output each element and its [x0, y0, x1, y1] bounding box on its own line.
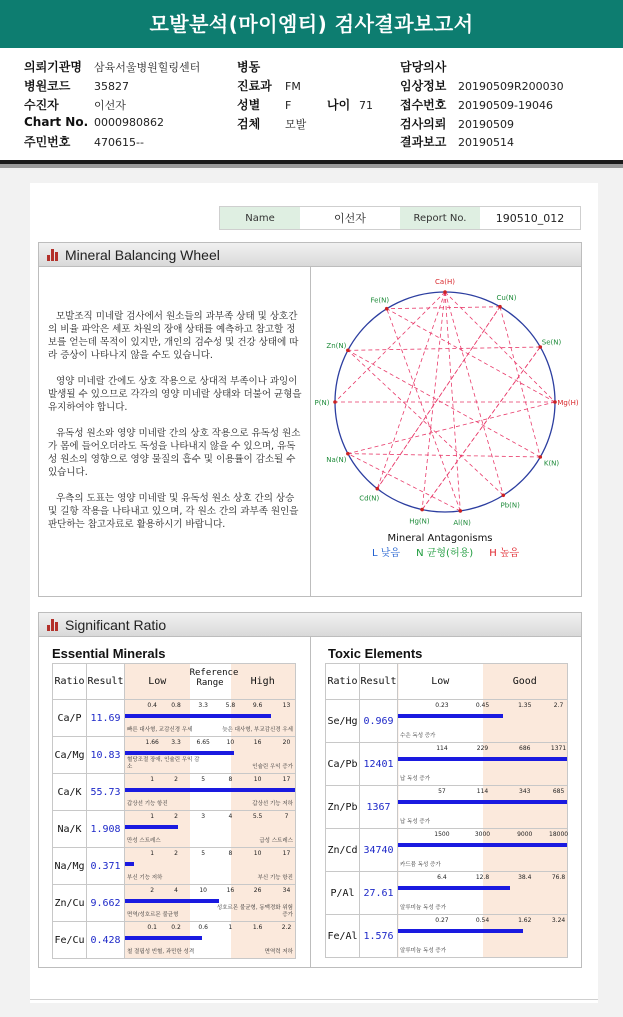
- tick-label: 0.2: [171, 924, 181, 931]
- gauge-ticks: [398, 702, 567, 711]
- ratio-result: 12401: [360, 743, 398, 786]
- gauge-ticks: [398, 745, 567, 754]
- note-low: 철 결핍성 빈혈, 과민한 성격: [127, 949, 195, 955]
- info-age-label: 나이: [327, 98, 351, 112]
- tick-label: 57: [438, 788, 446, 795]
- range-header: [125, 664, 296, 700]
- table-header-row: [326, 664, 568, 700]
- gauge-ticks: [125, 924, 295, 933]
- info-left-1: [24, 77, 129, 94]
- ratio-name: Fe/Al: [326, 915, 360, 958]
- result-bar: [125, 862, 134, 866]
- ratio-gauge: [125, 774, 296, 811]
- antagonism-line: [387, 309, 461, 511]
- ratio-result: 1.908: [87, 811, 125, 848]
- legend-item: L 낮음: [372, 548, 401, 559]
- tick-label: 16: [226, 887, 235, 894]
- tick-label: 0.27: [435, 917, 449, 924]
- ratio-name: Zn/Cd: [326, 829, 360, 872]
- info-left-3-label: Chart No.: [24, 115, 89, 129]
- ratio-result: 55.73: [87, 774, 125, 811]
- gauge-ticks: [125, 702, 295, 711]
- info-mid-0: [237, 58, 285, 75]
- ratio-result: 27.61: [360, 872, 398, 915]
- table-row: [326, 786, 568, 829]
- info-left-2-label: 수진자: [24, 98, 59, 112]
- gauge-notes: [400, 948, 565, 955]
- result-bar: [398, 800, 567, 804]
- table-row: [326, 872, 568, 915]
- table-row: [326, 700, 568, 743]
- info-left-0-label: 의뢰기관명: [24, 60, 82, 74]
- ratio-name: Ca/Mg: [53, 737, 87, 774]
- tick-label: 16: [253, 739, 262, 746]
- tick-label: 1.62: [518, 917, 532, 924]
- tick-label: 685: [552, 788, 565, 795]
- table-row: [326, 743, 568, 786]
- info-right-3: [400, 115, 514, 132]
- tick-label: 0.54: [475, 917, 490, 924]
- tick-label: 4: [174, 887, 178, 894]
- antagonism-line: [500, 307, 540, 457]
- gauge-notes: [400, 733, 565, 740]
- gauge-ticks: [398, 788, 567, 797]
- tick-label: 18000: [549, 831, 569, 838]
- wheel-divider: [310, 267, 311, 596]
- info-right-3-value: 20190509: [458, 118, 514, 131]
- table-row: [326, 915, 568, 958]
- tick-label: 1: [150, 776, 155, 783]
- ratio-result: 34740: [360, 829, 398, 872]
- tick-label: 7: [284, 813, 289, 820]
- gauge-notes: [127, 838, 293, 845]
- gauge-notes: [127, 727, 293, 734]
- info-mid-3-label: 검체: [237, 117, 261, 131]
- tick-label: 13: [282, 702, 291, 709]
- tick-label: 34: [282, 887, 291, 894]
- tick-label: 8: [228, 776, 233, 783]
- ratio-result: 0.969: [360, 700, 398, 743]
- info-left-0-value: 삼육서울병원힐링센터: [94, 61, 201, 74]
- ratio-result: 0.428: [87, 922, 125, 959]
- info-age-value: 71: [359, 99, 373, 112]
- tick-label: 9000: [517, 831, 533, 838]
- ratio-name: Ca/P: [53, 700, 87, 737]
- ratio-gauge: [398, 872, 568, 915]
- ratio-result: 1.576: [360, 915, 398, 958]
- element-label: P(N): [314, 399, 330, 407]
- table-row: [53, 811, 296, 848]
- tick-label: 17: [282, 850, 291, 857]
- gauge-notes: [127, 757, 293, 771]
- wheel-caption: Mineral Antagonisms: [387, 533, 493, 544]
- tick-label: 2.7: [553, 702, 564, 709]
- note-high: 인슐린 우익 증가: [252, 764, 293, 770]
- tick-label: 6.65: [196, 739, 210, 746]
- info-right-4-value: 20190514: [458, 136, 514, 149]
- element-label: Ca(H): [435, 278, 455, 286]
- good-header: Good: [512, 676, 537, 687]
- ratio-gauge: [398, 700, 568, 743]
- element-label: K(N): [543, 459, 560, 468]
- tick-label: 3: [201, 813, 206, 820]
- antagonism-line: [445, 292, 460, 511]
- note-low: 면역/성호르몬 불균형: [127, 912, 179, 918]
- info-mid-3: [237, 115, 306, 132]
- tick-label: 26: [253, 887, 262, 894]
- tick-label: 5.5: [252, 813, 263, 820]
- element-label: Mg(H): [557, 399, 579, 407]
- table-row: [53, 885, 296, 922]
- info-right-2-value: 20190509-19046: [458, 99, 553, 112]
- element-node: [501, 493, 505, 497]
- note-high: 면역력 저하: [264, 949, 293, 955]
- note-low: 카드뮴 독성 증가: [400, 862, 441, 868]
- result-bar: [125, 714, 271, 718]
- tick-label: 3.24: [551, 917, 566, 924]
- antagonism-line: [422, 292, 445, 510]
- info-mid-3-value: 모발: [285, 118, 307, 131]
- info-right-1-value: 20190509R200030: [458, 80, 564, 93]
- info-right-4: [400, 133, 514, 150]
- info-left-4-value: 470615--: [94, 136, 144, 149]
- info-age: [327, 96, 373, 113]
- tick-label: 17: [282, 776, 291, 783]
- tick-label: 1.6: [252, 924, 263, 931]
- element-label: Cu(N): [496, 294, 517, 303]
- element-label: Fe(N): [370, 296, 390, 305]
- info-mid-1-value: FM: [285, 80, 301, 93]
- tick-label: 8: [228, 850, 233, 857]
- info-left-4: [24, 133, 144, 150]
- tick-label: 1: [150, 850, 155, 857]
- element-label: Cd(N): [359, 494, 380, 503]
- antagonism-line: [348, 454, 540, 457]
- ratio-gauge: [125, 737, 296, 774]
- ratio-header: Ratio: [53, 664, 87, 700]
- wheel-paragraph: 유독성 원소와 영양 미네랄 간의 상호 작용으로 유독성 원소가 몸에 들어오더라도 독성을 나타내지 않을 수 있으며, 유독성 원소의 영향으로 영양 물질의 흡수 및 이용률이 감소될 수 있습니다.: [48, 428, 301, 478]
- name-bar: [219, 206, 581, 230]
- note-low: 혈당조절 장애, 인슐린 우익 감소: [127, 757, 200, 770]
- result-bar: [398, 886, 510, 890]
- tick-label: 343: [519, 788, 531, 795]
- antagonism-line: [348, 350, 540, 457]
- result-bar: [398, 929, 523, 933]
- element-node: [443, 290, 447, 294]
- tick-label: 3.3: [198, 702, 208, 709]
- info-left-2-value: 이선자: [94, 99, 126, 112]
- report-title: 모발분석(마이엠티) 검사결과보고서: [0, 0, 623, 48]
- bar-chart-icon: [47, 619, 60, 631]
- table-header-row: [53, 664, 296, 700]
- ratio-result: 10.83: [87, 737, 125, 774]
- range-header: [398, 664, 568, 700]
- ratio-gauge: [125, 811, 296, 848]
- tick-label: 2: [150, 887, 155, 894]
- note-high: 성호르몬 불균형, 동맥경화 위험 증가: [216, 905, 293, 918]
- tick-label: 3.3: [171, 739, 181, 746]
- note-low: 갑상선 기능 항진: [127, 801, 168, 807]
- antagonism-line: [445, 292, 503, 495]
- tick-label: 2: [174, 813, 178, 820]
- info-right-0: [400, 58, 458, 75]
- info-right-0-label: 담당의사: [400, 60, 447, 74]
- legend-item: H 높음: [489, 548, 520, 559]
- element-label: Pb(N): [500, 501, 520, 510]
- info-left-4-label: 주민번호: [24, 135, 71, 149]
- tick-label: 0.1: [147, 924, 157, 931]
- gauge-ticks: [125, 776, 295, 785]
- ratio-gauge: [125, 848, 296, 885]
- note-high: 갑상선 기능 저하: [252, 801, 293, 807]
- ratio-name: Ca/Pb: [326, 743, 360, 786]
- gauge-notes: [127, 801, 293, 808]
- wheel-paragraph: 모발조직 미네랄 검사에서 원소들의 과부족 상태 및 상호간의 비율 파악은 세포 차원의 장애 상태를 예측하고 참고할 정보를 얻는데 목적이 있지만, 개인의 검수성 및 건강 상태에 따라 증상이 나타나지 않을 수도 있습니다.: [48, 311, 299, 361]
- ratio-header: Ratio: [326, 664, 360, 700]
- ratio-title-text: Significant Ratio: [65, 617, 167, 633]
- ratio-name: Zn/Pb: [326, 786, 360, 829]
- note-low: 납 독성 증가: [400, 819, 431, 825]
- low-header: Low: [431, 676, 450, 687]
- info-left-1-value: 35827: [94, 80, 129, 93]
- ratio-gauge: [125, 700, 296, 737]
- info-mid-2-value: F: [285, 99, 292, 112]
- ratio-name: Na/K: [53, 811, 87, 848]
- reference-header: Reference Range: [189, 668, 239, 688]
- report-no-label: Report No.: [400, 207, 480, 229]
- ratio-divider: [310, 637, 311, 967]
- tick-label: 12.8: [475, 874, 490, 881]
- table-row: [53, 700, 296, 737]
- gauge-ticks: [125, 850, 295, 859]
- info-left-0: [24, 58, 200, 75]
- info-right-4-label: 결과보고: [400, 135, 447, 149]
- gauge-notes: [400, 862, 565, 869]
- ratio-name: Se/Hg: [326, 700, 360, 743]
- note-low: 납 독성 증가: [400, 776, 431, 782]
- result-bar: [398, 843, 567, 847]
- tick-label: 4: [228, 813, 233, 820]
- info-left-2: [24, 96, 126, 113]
- tick-label: 20: [282, 739, 291, 746]
- legend-item: N 균형(허용): [416, 548, 474, 559]
- info-right-1: [400, 77, 564, 94]
- note-low: 알루미늄 독성 증가: [400, 905, 447, 911]
- tick-label: 1500: [434, 831, 450, 838]
- ratio-result: 9.662: [87, 885, 125, 922]
- info-right-2-label: 접수번호: [400, 98, 447, 112]
- gauge-notes: [127, 905, 293, 919]
- antagonism-line: [348, 402, 555, 454]
- tick-label: 10: [226, 739, 235, 746]
- tick-label: 10: [253, 776, 262, 783]
- element-node: [375, 487, 379, 491]
- note-low: 수은 독성 증가: [400, 733, 436, 739]
- wheel-paragraph: 우측의 도표는 영양 미네랄 및 유독성 원소 상호 간의 상승 및 길항 작용을 나타내고 있으며, 각 원소 간의 과부족 원인을 판단하는 참고자료로 활용하시기 바랍니다.: [48, 493, 299, 530]
- table-row: [53, 848, 296, 885]
- antagonism-line: [335, 292, 445, 402]
- table-row: [53, 922, 296, 959]
- tick-label: 1: [150, 813, 155, 820]
- report-no-value: 190510_012: [495, 211, 565, 225]
- tick-label: 0.45: [475, 702, 490, 709]
- element-node: [553, 400, 557, 404]
- gauge-ticks: [398, 831, 567, 840]
- essential-title: Essential Minerals: [52, 646, 166, 661]
- ratio-name: Zn/Cu: [53, 885, 87, 922]
- gauge-ticks: [125, 813, 295, 822]
- tick-label: 2.2: [281, 924, 292, 931]
- note-high: 급성 스트레스: [259, 838, 293, 844]
- info-right-1-label: 임상정보: [400, 79, 447, 93]
- bar-chart-icon: [47, 249, 60, 261]
- wheel-circle: [335, 292, 555, 512]
- gauge-ticks: [398, 917, 567, 926]
- gauge-ticks: [398, 874, 567, 883]
- tick-label: 10: [253, 850, 262, 857]
- tick-label: 114: [436, 745, 448, 752]
- element-label: Zn(N): [326, 342, 347, 351]
- tick-label: 76.8: [551, 874, 566, 881]
- result-bar: [398, 714, 503, 718]
- element-node: [498, 305, 502, 309]
- note-low: 알루미늄 독성 증가: [400, 948, 447, 954]
- element-node: [459, 509, 463, 513]
- info-mid-0-label: 병동: [237, 60, 261, 74]
- result-bar: [125, 936, 202, 940]
- tick-label: 5: [201, 850, 206, 857]
- ratio-name: Na/Mg: [53, 848, 87, 885]
- gauge-notes: [400, 905, 565, 912]
- tick-label: 2: [174, 850, 178, 857]
- ratio-gauge: [398, 829, 568, 872]
- note-high: 늦은 대사형, 부교감신경 우세: [222, 727, 293, 733]
- result-header: Result: [360, 664, 398, 700]
- tick-label: 38.4: [518, 874, 532, 881]
- element-label: Al(N): [453, 518, 471, 527]
- element-node: [346, 452, 350, 456]
- ratio-gauge: [398, 786, 568, 829]
- info-left-3: [24, 115, 164, 129]
- toxic-title: Toxic Elements: [328, 646, 423, 661]
- result-bar: [125, 825, 178, 829]
- table-row: [53, 774, 296, 811]
- low-header: Low: [148, 676, 167, 687]
- gauge-notes: [400, 776, 565, 783]
- tick-label: 0.6: [198, 924, 208, 931]
- wheel-description: [48, 310, 302, 544]
- element-node: [420, 508, 424, 512]
- tick-label: 1: [228, 924, 233, 931]
- element-node: [538, 455, 542, 459]
- ratio-name: Ca/K: [53, 774, 87, 811]
- element-node: [346, 349, 350, 353]
- antagonism-line: [377, 307, 500, 489]
- ratio-gauge: [125, 922, 296, 959]
- element-node: [333, 400, 337, 404]
- result-bar: [125, 899, 219, 903]
- gauge-ticks: [125, 739, 295, 748]
- tick-label: 1.66: [145, 739, 159, 746]
- tick-label: 0.8: [171, 702, 181, 709]
- mineral-wheel-title: [39, 243, 581, 267]
- element-label: Se(N): [541, 338, 562, 347]
- note-high: 부신 기능 항진: [257, 875, 293, 881]
- tick-label: 2: [174, 776, 178, 783]
- ratio-result: 11.69: [87, 700, 125, 737]
- tick-label: 1371: [550, 745, 567, 752]
- note-low: 부신 기능 저하: [127, 875, 163, 881]
- ratio-name: P/Al: [326, 872, 360, 915]
- gauge-notes: [127, 949, 293, 956]
- tick-label: 6.4: [437, 874, 447, 881]
- result-bar: [125, 751, 234, 755]
- info-mid-1-label: 진료과: [237, 79, 272, 93]
- ratio-title: [39, 613, 581, 637]
- element-label: Na(N): [326, 455, 347, 464]
- element-node: [385, 307, 389, 311]
- info-mid-1: [237, 77, 301, 94]
- high-header: High: [250, 676, 275, 687]
- table-row: [326, 829, 568, 872]
- name-label: Name: [220, 207, 300, 229]
- ratio-gauge: [398, 743, 568, 786]
- note-low: 만성 스트레스: [127, 838, 161, 844]
- tick-label: 0.4: [147, 702, 157, 709]
- tick-label: 5.8: [225, 702, 236, 709]
- toxic-table: [325, 663, 568, 958]
- wheel-legend: [372, 544, 535, 559]
- tick-label: 229: [476, 745, 489, 752]
- element-label: Hg(N): [409, 517, 430, 526]
- ratio-gauge: [125, 885, 296, 922]
- gauge-notes: [400, 819, 565, 826]
- tick-label: 9.6: [252, 702, 263, 709]
- ratio-result: 1367: [360, 786, 398, 829]
- table-row: [53, 737, 296, 774]
- result-header: Result: [87, 664, 125, 700]
- info-mid-2-label: 성별: [237, 98, 261, 112]
- ratio-name: Fe/Cu: [53, 922, 87, 959]
- info-left-1-label: 병원코드: [24, 79, 71, 93]
- ratio-gauge: [398, 915, 568, 958]
- antagonism-line: [422, 347, 540, 510]
- tick-label: 686: [519, 745, 531, 752]
- tick-label: 3000: [474, 831, 491, 838]
- ratio-result: 0.371: [87, 848, 125, 885]
- essential-table: [52, 663, 296, 959]
- info-right-2: [400, 96, 553, 113]
- info-left-3-value: 0000980862: [94, 116, 164, 129]
- tick-label: 10: [199, 887, 208, 894]
- wheel-paragraph: 영양 미네랄 간에도 상호 작용으로 상대적 부족이나 과잉이 발생될 수 있으므로 각각의 영양 미네랄 상태와 더불어 균형을 유지하여야 합니다.: [48, 376, 302, 413]
- info-mid-2: [237, 96, 291, 113]
- name-value: 이선자: [334, 212, 366, 225]
- tick-label: 1.35: [518, 702, 532, 709]
- note-low: 빠른 대사형, 교감신경 우세: [127, 727, 193, 733]
- result-bar: [125, 788, 295, 792]
- tick-label: 0.23: [435, 702, 449, 709]
- tick-label: 5: [201, 776, 206, 783]
- result-bar: [398, 757, 567, 761]
- tick-label: 114: [476, 788, 489, 795]
- page-bottom-line: [30, 999, 598, 1000]
- info-right-3-label: 검사의뢰: [400, 117, 447, 131]
- gauge-notes: [127, 875, 293, 882]
- gauge-ticks: [125, 887, 295, 896]
- mineral-wheel-title-text: Mineral Balancing Wheel: [65, 247, 220, 263]
